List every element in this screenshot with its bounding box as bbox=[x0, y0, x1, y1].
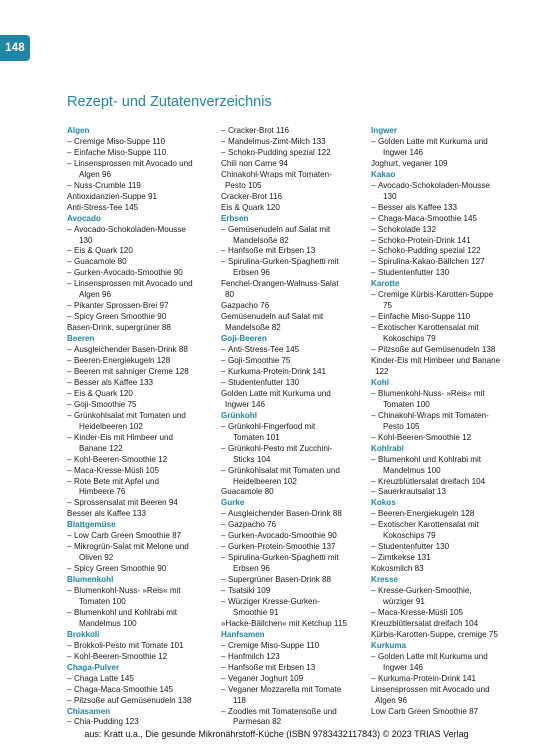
index-continuation: Tomaten 100 bbox=[383, 399, 430, 409]
index-subentry: – Ausgleichender Basen-Drink 88 bbox=[67, 345, 217, 356]
index-entry: Fenchel-Orangen-Walnuss-Salat bbox=[221, 279, 339, 289]
index-subentry: – Gemüsenudeln auf Salat mit bbox=[221, 225, 371, 236]
index-subentry: – Einfache Miso-Suppe 110 bbox=[67, 148, 217, 159]
index-entry: Low Carb Green Smoothie 87 bbox=[371, 706, 479, 716]
index-continuation: Ingwer 146 bbox=[225, 399, 266, 409]
index-heading: Kohlrabi bbox=[371, 443, 404, 453]
index-subentry: – Maca-Kresse-Müsli 105 bbox=[371, 608, 521, 619]
index-subentry: – Besser als Kaffee 133 bbox=[371, 203, 521, 214]
index-subentry: – Kresse-Gurken-Smoothie, bbox=[371, 586, 521, 597]
index-subentry: – Studentenfutter 130 bbox=[371, 542, 521, 553]
index-subentry: – Pilzsoße auf Gemüsenudeln 138 bbox=[67, 696, 217, 707]
index-continuation: Erbsen 96 bbox=[233, 564, 270, 574]
index-continuation: Algen 96 bbox=[79, 290, 111, 300]
index-entry: Chinakohl-Wraps mit Tomaten- bbox=[221, 169, 332, 179]
source-footer: aus: Kratt u.a., Die gesunde Mikronährstoff-Küche (ISBN 9783432117843) © 2023 TRIAS Verlag bbox=[84, 729, 469, 739]
index-subentry: – Grünkohlsalat mit Tomaten und bbox=[67, 411, 217, 422]
index-subentry: – Gurken-Avocado-Smoothie 90 bbox=[67, 268, 217, 279]
index-heading: Kurkuma bbox=[371, 640, 407, 650]
index-heading: Kohl bbox=[371, 377, 389, 387]
index-subentry: – Kreuzblütlersalat dreifach 104 bbox=[371, 477, 521, 488]
index-subentry: – Pilzsoße auf Gemüsenudeln 138 bbox=[371, 345, 521, 356]
index-subentry: – Eis & Quark 120 bbox=[67, 389, 217, 400]
index-subentry: – Chinakohl-Wraps mit Tomaten- bbox=[371, 411, 521, 422]
index-heading: Ingwer bbox=[371, 126, 398, 135]
index-continuation: Ingwer 146 bbox=[383, 662, 424, 672]
index-continuation: Tomaten 101 bbox=[233, 432, 280, 442]
index-entry: Gemüsenudeln auf Salat mit bbox=[221, 312, 324, 322]
index-continuation: Heidelbeeren 102 bbox=[233, 476, 297, 486]
index-heading: Goji-Beeren bbox=[221, 334, 267, 344]
index-subentry: – Zimtkekse 131 bbox=[371, 553, 521, 564]
index-column-1 bbox=[67, 126, 217, 728]
index-continuation: Smoothie 91 bbox=[233, 607, 279, 617]
index-heading: Kresse bbox=[371, 575, 399, 585]
index-subentry: – Linsensprossen mit Avocado und bbox=[67, 279, 217, 290]
index-continuation: Mandelmus 100 bbox=[383, 465, 441, 475]
index-subentry: – Maca-Kresse-Müsli 105 bbox=[67, 466, 217, 477]
index-continuation: Erbsen 96 bbox=[233, 268, 270, 278]
index-subentry: – Kohl-Beeren-Smoothie 12 bbox=[67, 455, 217, 466]
index-subentry: – Pikanter Sprossen-Brei 97 bbox=[67, 301, 217, 312]
index-continuation: Algen 96 bbox=[79, 169, 111, 179]
index-heading: Grünkohl bbox=[221, 410, 257, 420]
index-continuation: Ingwer 146 bbox=[383, 147, 424, 157]
index-subentry: – Beeren mit sahniger Creme 128 bbox=[67, 367, 217, 378]
index-heading: Blattgemüse bbox=[67, 520, 116, 530]
index-subentry: – Avocado-Schokoladen-Mousse bbox=[371, 181, 521, 192]
index-column-2 bbox=[221, 126, 371, 728]
index-subentry: – Besser als Kaffee 133 bbox=[67, 378, 217, 389]
index-subentry: – Cremige Kürbis-Karotten-Suppe bbox=[371, 290, 521, 301]
index-heading: Karotte bbox=[371, 279, 400, 289]
index-subentry: – Goji-Smoothie 75 bbox=[67, 400, 217, 411]
index-entry: Golden Latte mit Kurkuma und bbox=[221, 388, 331, 398]
index-heading: Kakao bbox=[371, 169, 396, 179]
index-heading: Erbsen bbox=[221, 213, 249, 223]
index-subentry: – Gurken-Avocado-Smoothie 90 bbox=[221, 531, 371, 542]
index-continuation: Mandelmus 100 bbox=[79, 618, 137, 628]
index-continuation: 122 bbox=[375, 366, 389, 376]
index-continuation: Mandelsoße 82 bbox=[225, 323, 281, 333]
index-subentry: – Linsensprossen mit Avocado und bbox=[67, 159, 217, 170]
index-entry: Cracker-Brot 116 bbox=[221, 191, 283, 201]
index-subentry: – Grünkohlsalat mit Tomaten und bbox=[221, 466, 371, 477]
index-continuation: Banane 122 bbox=[79, 443, 123, 453]
index-subentry: – Mandelmus-Zimt-Milch 133 bbox=[221, 137, 371, 148]
index-subentry: – Chaga Latte 145 bbox=[67, 674, 217, 685]
index-entry: Guacamole 80 bbox=[221, 487, 274, 497]
index-subentry: – Anti-Stress-Tee 145 bbox=[221, 345, 371, 356]
index-subentry: – Blumenkohl und Kohlrabi mit bbox=[371, 455, 521, 466]
index-continuation: Tomaten 100 bbox=[79, 596, 126, 606]
page-title: Rezept- und Zutatenverzeichnis bbox=[67, 94, 272, 110]
index-subentry: – Hanfmilch 123 bbox=[221, 652, 371, 663]
index-subentry: – Golden Latte mit Kurkuma und bbox=[371, 652, 521, 663]
index-subentry: – Low Carb Green Smoothie 87 bbox=[67, 531, 217, 542]
index-subentry: – Kinder-Eis mit Himbeer und bbox=[67, 433, 217, 444]
index-subentry: – Goji-Smoothie 75 bbox=[221, 356, 371, 367]
index-subentry: – Studentenfutter 130 bbox=[371, 268, 521, 279]
index-subentry: – Rote Bete mit Apfel und bbox=[67, 477, 217, 488]
index-subentry: – Spicy Green Smoothie 90 bbox=[67, 564, 217, 575]
index-heading: Chaga-Pulver bbox=[67, 662, 120, 672]
index-subentry: – Spicy Green Smoothie 90 bbox=[67, 312, 217, 323]
index-subentry: – Gurken-Protein-Smoothie 137 bbox=[221, 542, 371, 553]
index-subentry: – Schokolade 132 bbox=[371, 225, 521, 236]
index-subentry: – Cracker-Brot 116 bbox=[221, 126, 371, 137]
page-number-tab: 148 bbox=[0, 35, 30, 61]
index-continuation: Mandelsoße 82 bbox=[233, 235, 289, 245]
index-column-3 bbox=[371, 126, 521, 717]
index-subentry: – Blumenkohl-Nuss- »Reis« mit bbox=[67, 586, 217, 597]
index-heading: Blumenkohl bbox=[67, 575, 114, 585]
index-entry: Gazpacho 76 bbox=[221, 301, 270, 311]
index-continuation: Parmesan 82 bbox=[233, 717, 282, 727]
index-entry: Besser als Kaffee 133 bbox=[67, 509, 147, 519]
index-subentry: – Studentenfutter 130 bbox=[221, 378, 371, 389]
index-continuation: Oliven 92 bbox=[79, 553, 114, 563]
index-subentry: – Spirulina-Gurken-Spaghetti mit bbox=[221, 553, 371, 564]
index-continuation: würziger 91 bbox=[383, 596, 425, 606]
index-subentry: – Kurkuma-Protein-Drink 141 bbox=[221, 367, 371, 378]
index-subentry: – Blumenkohl und Kohlrabi mit bbox=[67, 608, 217, 619]
index-entry: Eis & Quark 120 bbox=[221, 202, 280, 212]
index-entry: Joghurt, veganer 109 bbox=[371, 158, 448, 168]
index-subentry: – Golden Latte mit Kurkuma und bbox=[371, 137, 521, 148]
index-entry: »Hacke-Bällchen« mit Ketchup 115 bbox=[221, 618, 347, 628]
index-subentry: – Veganer Mozzarella mit Tomate bbox=[221, 685, 371, 696]
index-subentry: – Beeren-Energiekugeln 128 bbox=[67, 356, 217, 367]
index-subentry: – Tsatsiki 109 bbox=[221, 586, 371, 597]
index-subentry: – Guacamole 80 bbox=[67, 257, 217, 268]
index-heading: Kokos bbox=[371, 498, 396, 508]
index-subentry: – Supergrüner Basen-Drink 88 bbox=[221, 575, 371, 586]
index-continuation: 130 bbox=[383, 191, 397, 201]
index-heading: Chiasamen bbox=[67, 706, 111, 716]
index-subentry: – Hanfsoße mit Erbsen 13 bbox=[221, 663, 371, 674]
index-continuation: 130 bbox=[79, 235, 93, 245]
index-subentry: – Würziger Kresse-Gurken- bbox=[221, 597, 371, 608]
index-subentry: – Kurkuma-Protein-Drink 141 bbox=[371, 674, 521, 685]
index-subentry: – Spirulina-Gurken-Spaghetti mit bbox=[221, 257, 371, 268]
index-entry: Kokosmilch 83 bbox=[371, 564, 424, 574]
index-subentry: – Kohl-Beeren-Smoothie 12 bbox=[371, 433, 521, 444]
index-continuation: Pesto 105 bbox=[225, 180, 262, 190]
index-continuation: Kokoschips 79 bbox=[383, 334, 436, 344]
index-subentry: – Schoko-Pudding spezial 122 bbox=[221, 148, 371, 159]
index-subentry: – Schoko-Pudding spezial 122 bbox=[371, 246, 521, 257]
index-entry: Anti-Stress-Tee 145 bbox=[67, 202, 139, 212]
index-subentry: – Grünkohl-Pesto mit Zucchini- bbox=[221, 444, 371, 455]
index-continuation: Sticks 104 bbox=[233, 454, 271, 464]
index-subentry: – Einfache Miso-Suppe 110 bbox=[371, 312, 521, 323]
index-subentry: – Zoodles mit Tomatensoße und bbox=[221, 707, 371, 718]
index-subentry: – Eis & Quark 120 bbox=[67, 246, 217, 257]
index-continuation: 118 bbox=[233, 695, 246, 705]
index-entry: Kreuzblütlersalat dreifach 104 bbox=[371, 618, 479, 628]
index-continuation: 80 bbox=[225, 290, 235, 300]
index-subentry: – Avocado-Schokoladen-Mousse bbox=[67, 225, 217, 236]
index-subentry: – Chia-Pudding 123 bbox=[67, 717, 217, 728]
index-subentry: – Beeren-Energiekugeln 128 bbox=[371, 509, 521, 520]
index-subentry: – Exotischer Karottensalat mit bbox=[371, 520, 521, 531]
index-subentry: – Chaga-Maca-Smoothie 145 bbox=[67, 685, 217, 696]
index-entry: Basen-Drink, supergrüner 88 bbox=[67, 323, 171, 333]
index-subentry: – Brokkoli-Pesto mit Tomate 101 bbox=[67, 641, 217, 652]
index-subentry: – Blumenkohl-Nuss- »Reis« mit bbox=[371, 389, 521, 400]
index-subentry: – Veganer Joghurt 109 bbox=[221, 674, 371, 685]
index-heading: Algen bbox=[67, 126, 90, 135]
index-subentry: – Exotischer Karottensalat mit bbox=[371, 323, 521, 334]
index-entry: Kürbis-Karotten-Suppe, cremige 75 bbox=[371, 629, 498, 639]
index-subentry: – Spirulina-Kakao-Bällchen 127 bbox=[371, 257, 521, 268]
index-subentry: – Cremige Miso-Suppe 110 bbox=[221, 641, 371, 652]
index-entry: Antioxidanzien-Suppe 91 bbox=[67, 191, 157, 201]
index-continuation: Pesto 105 bbox=[383, 421, 420, 431]
index-entry: Linsensprossen mit Avocado und bbox=[371, 684, 490, 694]
index-subentry: – Schoko-Protein-Drink 141 bbox=[371, 236, 521, 247]
index-subentry: – Hanfsoße mit Erbsen 13 bbox=[221, 246, 371, 257]
index-continuation: Himbeere 76 bbox=[79, 487, 126, 497]
index-subentry: – Ausgleichender Basen-Drink 88 bbox=[221, 509, 371, 520]
index-subentry: – Sprossensalat mit Beeren 94 bbox=[67, 498, 217, 509]
index-subentry: – Nuss-Crumble 119 bbox=[67, 181, 217, 192]
index-subentry: – Chaga-Maca-Smoothie 145 bbox=[371, 214, 521, 225]
index-continuation: 75 bbox=[383, 301, 393, 311]
index-heading: Beeren bbox=[67, 334, 95, 344]
index-heading: Brokkoli bbox=[67, 629, 100, 639]
index-entry: Kinder-Eis mit Himbeer und Banane bbox=[371, 356, 501, 366]
index-subentry: – Gazpacho 76 bbox=[221, 520, 371, 531]
index-continuation: Kokoschips 79 bbox=[383, 531, 436, 541]
index-heading: Hanfsamen bbox=[221, 629, 265, 639]
index-subentry: – Mikrogrün-Salat mit Melone und bbox=[67, 542, 217, 553]
index-subentry: – Sauerkrautsalat 13 bbox=[371, 487, 521, 498]
index-entry: Chili non Carne 94 bbox=[221, 158, 289, 168]
index-continuation: Heidelbeeren 102 bbox=[79, 421, 143, 431]
index-heading: Gurke bbox=[221, 498, 245, 508]
index-heading: Avocado bbox=[67, 213, 101, 223]
index-subentry: – Kohl-Beeren-Smoothie 12 bbox=[67, 652, 217, 663]
index-continuation: Algen 96 bbox=[375, 695, 407, 705]
index-subentry: – Grünkohl-Fingerfood mit bbox=[221, 422, 371, 433]
index-subentry: – Cremige Miso-Suppe 110 bbox=[67, 137, 217, 148]
